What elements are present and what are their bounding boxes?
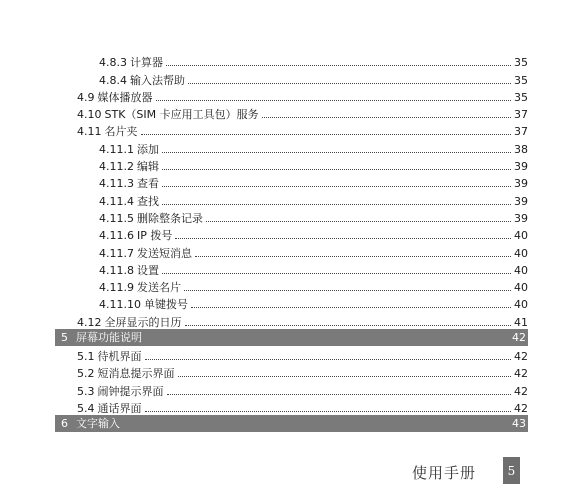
toc-entry-number: 5.1	[77, 350, 95, 364]
toc-entry-title: 计算器	[130, 56, 163, 70]
toc-dot-leader	[123, 421, 509, 422]
toc-page-number: 35	[514, 73, 528, 87]
toc-page-number: 39	[514, 160, 528, 174]
toc-dot-leader	[188, 82, 511, 84]
toc-entry-title: 单键拨号	[144, 298, 188, 312]
toc-entry-row[interactable]	[55, 363, 528, 380]
toc-dot-leader	[162, 185, 511, 187]
toc-entry-title: 名片夹	[104, 125, 138, 139]
toc-entry-row[interactable]	[55, 242, 528, 259]
toc-dot-leader	[166, 64, 511, 66]
toc-page-number: 40	[514, 246, 528, 260]
toc-dot-leader	[162, 168, 511, 170]
toc-page-number: 40	[514, 281, 528, 295]
toc-entry-title: 删除整条记录	[137, 211, 203, 225]
toc-entry-row[interactable]	[55, 69, 528, 86]
toc-page-number: 42	[514, 367, 528, 381]
toc-entry-row[interactable]	[55, 311, 528, 328]
toc-page-number: 40	[514, 298, 528, 312]
toc-entry-number: 4.11.9	[99, 281, 134, 295]
toc-dot-leader	[185, 324, 512, 326]
toc-entry-row[interactable]	[55, 380, 528, 397]
toc-entry-title: 全屏显示的日历	[104, 315, 182, 329]
toc-dot-leader	[206, 220, 511, 222]
toc-page-number: 42	[514, 384, 528, 398]
toc-entry-title: IP 拨号	[137, 229, 173, 243]
toc-page-number: 40	[514, 263, 528, 277]
toc-entry-number: 4.9	[77, 90, 95, 104]
footer-page-number: 5	[503, 457, 520, 484]
toc-entry-number: 5.3	[77, 384, 95, 398]
toc-entry-title: 编辑	[137, 160, 159, 174]
toc-dot-leader	[195, 255, 511, 257]
toc-entry-row[interactable]	[55, 277, 528, 294]
toc-chapter-row[interactable]	[55, 415, 528, 432]
toc-page-number: 38	[514, 142, 528, 156]
toc-entry-title: 通话界面	[97, 401, 142, 415]
toc-dot-leader	[145, 410, 512, 412]
toc-entry-number: 4.11.4	[99, 194, 134, 208]
toc-entry-row[interactable]	[55, 121, 528, 138]
footer-manual-label: 使用手册	[412, 464, 477, 482]
toc-entry-number: 4.8.3	[99, 56, 127, 70]
toc-entry-row[interactable]	[55, 104, 528, 121]
toc-entry-title: 输入法帮助	[130, 73, 185, 87]
toc-entry-number: 4.11.3	[99, 177, 134, 191]
toc-page-number: 41	[514, 315, 528, 329]
toc-entry-row[interactable]	[55, 260, 528, 277]
toc-dot-leader	[141, 133, 512, 135]
toc-entry-title: 查找	[137, 194, 159, 208]
table-of-contents	[55, 52, 528, 432]
toc-entry-number: 6	[61, 416, 68, 430]
toc-entry-title: 闹钟提示界面	[97, 384, 164, 398]
toc-entry-number: 5.2	[77, 367, 95, 381]
toc-entry-title: 文字输入	[76, 416, 120, 430]
toc-page-number: 40	[514, 229, 528, 243]
toc-page-number: 39	[514, 211, 528, 225]
toc-entry-number: 4.11.8	[99, 263, 134, 277]
toc-entry-number: 4.11	[77, 125, 102, 139]
toc-dot-leader	[145, 358, 512, 360]
toc-page-number: 42	[514, 350, 528, 364]
toc-entry-number: 5	[61, 330, 68, 344]
toc-page-number: 42	[514, 401, 528, 415]
toc-entry-row[interactable]	[55, 190, 528, 207]
toc-page-number: 39	[514, 194, 528, 208]
toc-entry-title: 发送短消息	[137, 246, 192, 260]
toc-entry-title: 待机界面	[97, 350, 142, 364]
toc-entry-row[interactable]	[55, 52, 528, 69]
toc-entry-title: 查看	[137, 177, 159, 191]
toc-entry-row[interactable]	[55, 138, 528, 155]
toc-entry-row[interactable]	[55, 225, 528, 242]
toc-dot-leader	[167, 393, 512, 395]
toc-entry-title: 屏幕功能说明	[76, 330, 142, 344]
toc-entry-number: 4.11.2	[99, 160, 134, 174]
toc-entry-title: 设置	[137, 263, 159, 277]
toc-page-number: 37	[514, 108, 528, 122]
toc-dot-leader	[145, 335, 509, 336]
toc-chapter-row[interactable]	[55, 329, 528, 346]
toc-entry-title: 添加	[137, 142, 159, 156]
toc-dot-leader	[162, 151, 511, 153]
toc-dot-leader	[184, 289, 511, 291]
toc-entry-number: 4.11.7	[99, 246, 134, 260]
toc-entry-number: 5.4	[77, 401, 95, 415]
toc-entry-row[interactable]	[55, 208, 528, 225]
toc-entry-title: STK（SIM 卡应用工具包）服务	[104, 108, 259, 122]
toc-entry-number: 4.11.1	[99, 142, 134, 156]
toc-entry-number: 4.11.6	[99, 229, 134, 243]
toc-dot-leader	[156, 99, 512, 101]
toc-page-number: 43	[512, 416, 526, 430]
toc-entry-number: 4.10	[77, 108, 102, 122]
toc-entry-title: 媒体播放器	[97, 90, 153, 104]
toc-dot-leader	[178, 375, 512, 377]
toc-entry-row[interactable]	[55, 294, 528, 311]
toc-page-number: 39	[514, 177, 528, 191]
toc-entry-row[interactable]	[55, 398, 528, 415]
toc-entry-number: 4.11.10	[99, 298, 141, 312]
toc-dot-leader	[191, 306, 511, 308]
toc-entry-row[interactable]	[55, 87, 528, 104]
toc-entry-row[interactable]	[55, 156, 528, 173]
toc-dot-leader	[162, 203, 511, 205]
toc-entry-number: 4.8.4	[99, 73, 127, 87]
toc-page-number: 37	[514, 125, 528, 139]
toc-dot-leader	[162, 272, 511, 274]
toc-entry-title: 短消息提示界面	[97, 367, 175, 381]
toc-dot-leader	[175, 237, 511, 239]
toc-entry-title: 发送名片	[137, 281, 181, 295]
toc-entry-number: 4.12	[77, 315, 102, 329]
toc-page-number: 35	[514, 56, 528, 70]
toc-entry-row[interactable]	[55, 173, 528, 190]
toc-page-number: 35	[514, 90, 528, 104]
toc-dot-leader	[262, 116, 511, 118]
toc-page-number: 42	[512, 330, 526, 344]
toc-entry-number: 4.11.5	[99, 211, 134, 225]
toc-entry-row[interactable]	[55, 346, 528, 363]
